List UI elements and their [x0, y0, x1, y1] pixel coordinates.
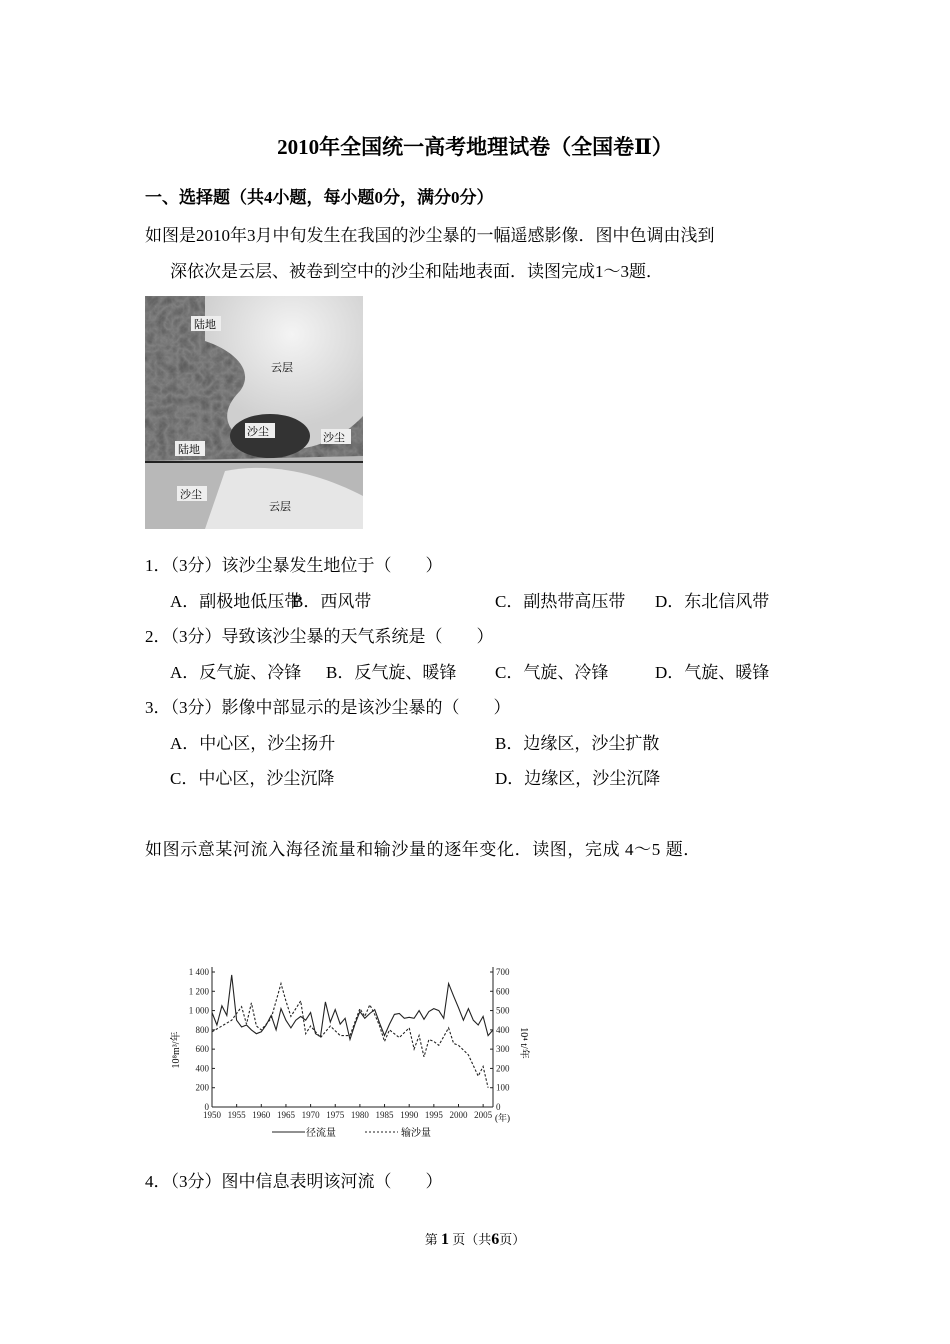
x-tick-label: 1980 — [350, 1110, 369, 1120]
footer-text: 页（共 — [452, 1232, 492, 1247]
q2-option-a: A．反气旋、冷锋 — [170, 663, 302, 682]
y-tick-label-right: 400 — [496, 1024, 510, 1035]
runoff-sediment-chart — [165, 955, 535, 1145]
y-tick-label-left: 1 200 — [188, 986, 209, 997]
intro-paragraph-2: 如图示意某河流入海径流量和输沙量的逐年变化．读图，完成 4～5 题． — [145, 840, 701, 859]
x-tick-label: 1965 — [276, 1110, 295, 1120]
question-4-stem: 4．（3分）图中信息表明该河流（ ） — [145, 1172, 443, 1191]
q3-option-d: D．边缘区，沙尘沉降 — [495, 769, 661, 788]
intro-paragraph-line: 如图是2010年3月中旬发生在我国的沙尘暴的一幅遥感影像．图中色调由浅到 — [145, 226, 715, 245]
x-tick-label: 1990 — [400, 1110, 419, 1120]
y-tick-label-left: 800 — [195, 1024, 209, 1035]
footer-text: 页） — [499, 1232, 526, 1247]
y-tick-label-right: 700 — [496, 967, 510, 977]
x-tick-label: 1950 — [203, 1110, 221, 1120]
x-axis-label: (年) — [495, 1113, 510, 1123]
question-1-stem: 1．（3分）该沙尘暴发生地位于（ ） — [145, 556, 443, 575]
y-tick-label-left: 1 400 — [188, 967, 209, 977]
q1-option-d: D．东北信风带 — [655, 592, 770, 611]
y-tick-label-right: 300 — [496, 1044, 510, 1055]
image-label: 沙尘 — [323, 432, 345, 444]
image-label: 云层 — [271, 362, 293, 374]
y-axis-label-right: 10⁴ t/年 — [518, 1027, 529, 1059]
section-heading: 一、选择题（共4小题，每小题0分，满分0分） — [145, 188, 494, 207]
q1-option-c: C．副热带高压带 — [495, 592, 626, 611]
satellite-image — [145, 296, 363, 529]
image-label: 云层 — [269, 501, 291, 513]
image-label: 沙尘 — [247, 426, 269, 438]
footer-text: 第 — [424, 1232, 438, 1247]
y-tick-label-right: 500 — [496, 1005, 510, 1016]
y-tick-label-left: 400 — [195, 1063, 209, 1074]
page-number: 1 — [440, 1231, 449, 1248]
x-tick-label: 1970 — [301, 1110, 320, 1120]
page-title: 2010年全国统一高考地理试卷（全国卷Ⅱ） — [277, 135, 673, 159]
x-tick-label: 1995 — [424, 1110, 443, 1120]
question-3-stem: 3．（3分）影像中部显示的是该沙尘暴的（ ） — [145, 698, 511, 717]
x-tick-label: 1975 — [326, 1110, 345, 1120]
page-total: 6 — [491, 1231, 500, 1248]
image-label: 陆地 — [194, 319, 216, 331]
y-axis-label-left: 10⁸m³/年 — [171, 1031, 182, 1069]
q3-option-c: C．中心区，沙尘沉降 — [170, 769, 335, 788]
y-tick-label-left: 1 000 — [188, 1005, 209, 1016]
x-tick-label: 1960 — [252, 1110, 271, 1120]
y-tick-label-left: 200 — [195, 1082, 209, 1093]
image-label: 陆地 — [178, 444, 200, 456]
x-tick-label: 1955 — [227, 1110, 246, 1120]
legend-sediment: 输沙量 — [401, 1128, 431, 1139]
x-tick-label: 1985 — [375, 1110, 394, 1120]
q2-option-d: D．气旋、暖锋 — [655, 663, 770, 682]
q1-option-b: B．西风带 — [292, 592, 372, 611]
y-tick-label-right: 0 — [496, 1102, 501, 1112]
y-tick-label-right: 200 — [496, 1063, 510, 1074]
q2-option-b: B．反气旋、暖锋 — [326, 663, 457, 682]
x-tick-label: 2005 — [474, 1110, 493, 1120]
q3-option-a: A．中心区，沙尘扬升 — [170, 734, 336, 753]
page-footer — [0, 1230, 950, 1250]
x-tick-label: 2000 — [449, 1110, 468, 1120]
image-label: 沙尘 — [180, 489, 202, 501]
question-2-stem: 2．（3分）导致该沙尘暴的天气系统是（ ） — [145, 627, 494, 646]
q2-option-c: C．气旋、冷锋 — [495, 663, 609, 682]
q3-option-b: B．边缘区，沙尘扩散 — [495, 734, 660, 753]
y-tick-label-right: 100 — [496, 1082, 510, 1093]
q1-option-a: A．副极地低压带 — [170, 592, 302, 611]
y-tick-label-left: 600 — [195, 1044, 209, 1055]
y-tick-label-left: 0 — [204, 1102, 209, 1112]
y-tick-label-right: 600 — [496, 986, 510, 997]
legend-runoff: 径流量 — [306, 1128, 336, 1139]
intro-paragraph-line: 深依次是云层、被卷到空中的沙尘和陆地表面．读图完成1～3题． — [170, 262, 663, 281]
